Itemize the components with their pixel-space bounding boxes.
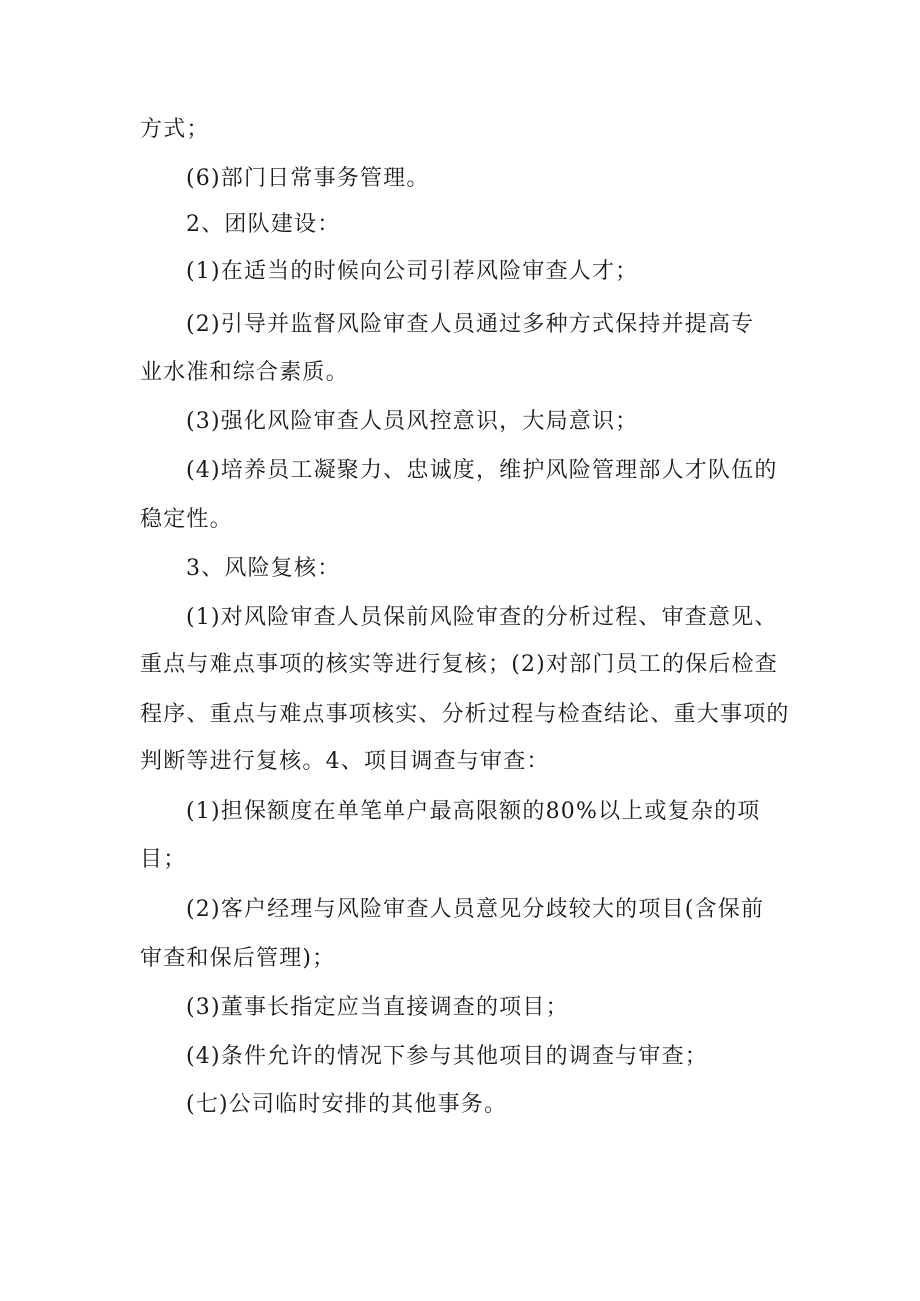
text-line: (4)条件允许的情况下参与其他项目的调查与审查；	[186, 1044, 708, 1069]
text-line: 业水准和综合素质。	[140, 360, 349, 385]
text-line: (七)公司临时安排的其他事务。	[186, 1092, 508, 1117]
text-line: 重点与难点事项的核实等进行复核；(2)对部门员工的保后检查	[140, 652, 778, 677]
text-line: 目；	[140, 847, 187, 872]
text-line: 方式；	[140, 117, 210, 142]
text-line: (1)在适当的时候向公司引荐风险审查人才；	[186, 259, 639, 284]
text-line: 程序、重点与难点事项核实、分析过程与检查结论、重大事项的	[140, 702, 790, 727]
text-line: (4)培养员工凝聚力、忠诚度，维护风险管理部人才队伍的	[186, 458, 778, 483]
text-line: (2)客户经理与风险审查人员意见分歧较大的项目(含保前	[186, 897, 765, 922]
section-heading: 2、团队建设：	[186, 212, 341, 237]
text-line: (2)引导并监督风险审查人员通过多种方式保持并提高专	[186, 312, 755, 337]
text-line: (6)部门日常事务管理。	[186, 166, 430, 191]
text-line: (1)担保额度在单笔单户最高限额的80%以上或复杂的项	[186, 799, 761, 824]
text-line: 稳定性。	[140, 507, 233, 532]
text-line: (3)强化风险审查人员风控意识，大局意识；	[186, 409, 639, 434]
text-line: (1)对风险审查人员保前风险审查的分析过程、审查意见、	[186, 605, 778, 630]
text-line: 判断等进行复核。4、项目调查与审查：	[140, 749, 550, 774]
text-line: 审查和保后管理)；	[140, 946, 336, 971]
text-line: (3)董事长指定应当直接调查的项目；	[186, 995, 569, 1020]
section-heading: 3、风险复核：	[186, 556, 341, 581]
